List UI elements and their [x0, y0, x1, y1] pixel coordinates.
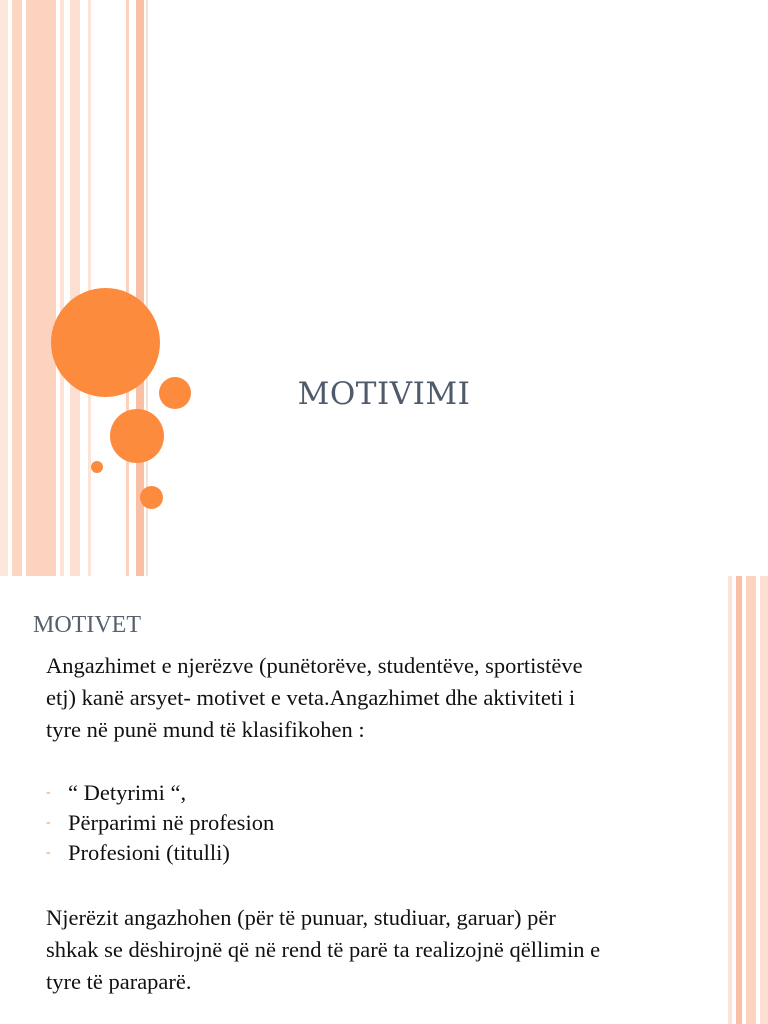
decorative-circle-small — [140, 486, 163, 509]
slide-title: MOTIVIMI — [297, 376, 471, 412]
bullet-list — [46, 778, 606, 868]
bullet-dash: - — [46, 785, 51, 800]
stripe — [0, 0, 8, 576]
bullet-dash: - — [46, 845, 51, 860]
bullet-dash: - — [46, 815, 51, 830]
stripe — [728, 576, 732, 1024]
stripe — [126, 0, 129, 576]
stripe — [746, 576, 756, 1024]
content-slide — [0, 576, 768, 1024]
list-item: - Përparimi në profesion — [46, 808, 606, 838]
decorative-circle-medium — [110, 409, 164, 463]
decorative-circle-tiny — [91, 461, 103, 473]
decorative-stripes-right — [728, 576, 768, 1024]
stripe — [26, 0, 56, 576]
stripe — [736, 576, 742, 1024]
decorative-stripes-left — [0, 0, 150, 576]
slide-heading: MOTIVET — [33, 612, 141, 638]
paragraph-conclusion: Njerëzit angazhohen (për të punuar, studiuar, garuar) për shkak se dëshirojnë që në rend të parë ta realizojnë qëllimin e tyre të paraparë. — [46, 905, 601, 994]
decorative-circle-large — [51, 288, 160, 397]
stripe — [60, 0, 64, 576]
paragraph-intro: Angazhimet e njerëzve (punëtorëve, studentëve, sportistëve etj) kanë arsyet- motivet e veta.Angazhimet dhe aktiviteti i tyre në punë mund të klasifikohen : — [46, 653, 583, 742]
stripe — [88, 0, 91, 576]
stripe — [12, 0, 22, 576]
stripe — [70, 0, 80, 576]
stripe — [760, 576, 768, 1024]
list-item: - Profesioni (titulli) — [46, 838, 606, 868]
decorative-circle-small — [159, 377, 191, 409]
slide-body — [46, 650, 606, 998]
list-item: - “ Detyrimi “, — [46, 778, 606, 808]
